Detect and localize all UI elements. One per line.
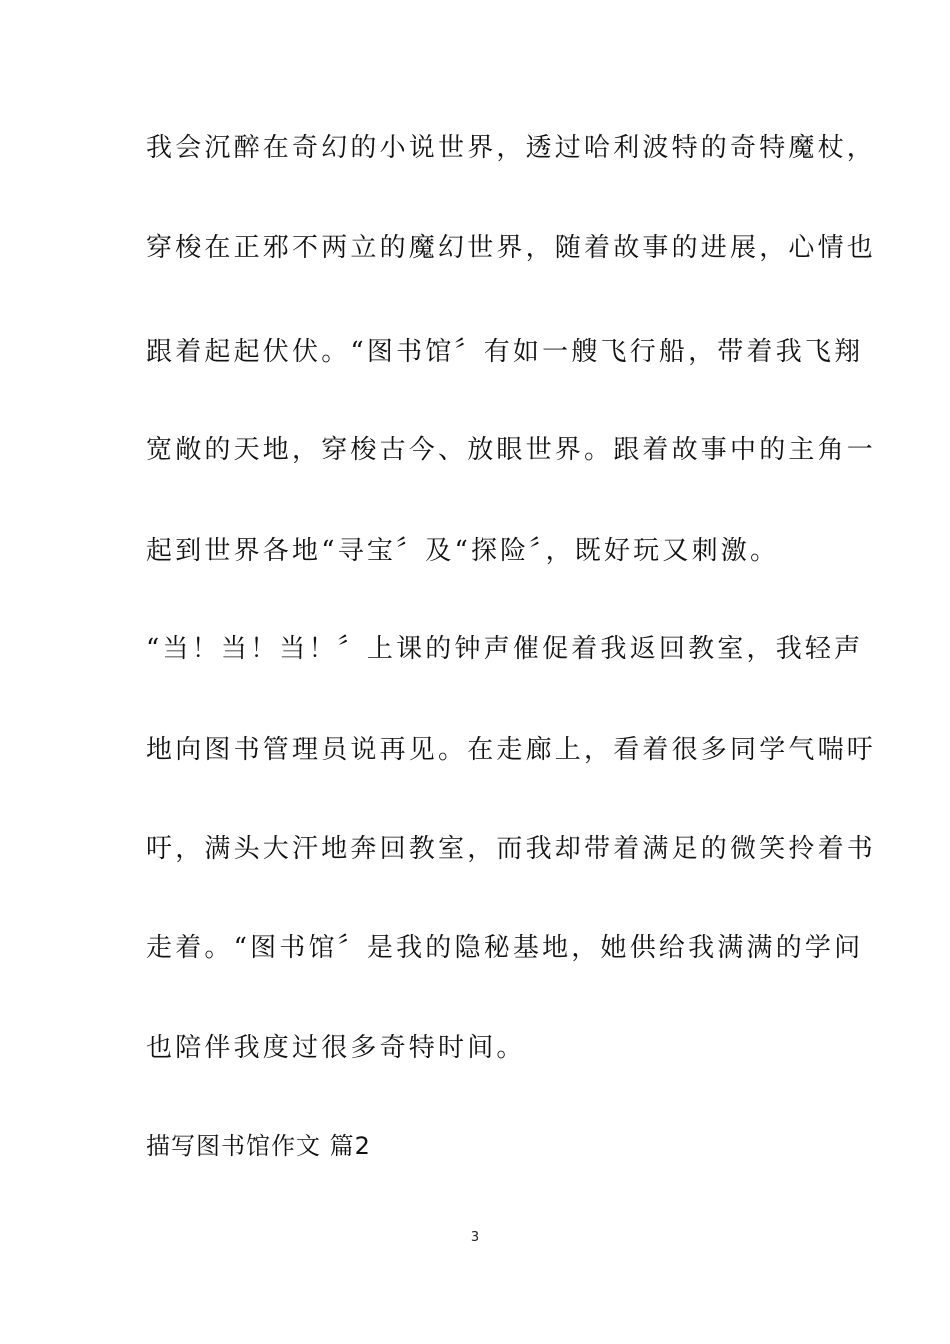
paragraph-line: 宽敞的天地，穿梭古今、放眼世界。跟着故事中的主角一 — [146, 435, 877, 465]
paragraph-line: 穿梭在正邪不两立的魔幻世界，随着故事的进展，心情也 — [146, 233, 877, 263]
paragraph-line: 起到世界各地“寻宝〞及“探险〞，既好玩又刺激。 — [146, 536, 780, 566]
paragraph-line: 跟着起起伏伏。“图书馆〞有如一艘飞行船，带着我飞翔 — [146, 337, 864, 367]
paragraph-line: 地向图书管理员说再见。在走廊上，看着很多同学气喘吁 — [146, 735, 877, 765]
section-heading: 描写图书馆作文 篇2 — [146, 1132, 371, 1160]
page-number: 3 — [470, 1230, 480, 1245]
paragraph-line: 也陪伴我度过很多奇特时间。 — [146, 1033, 526, 1063]
paragraph-line: 我会沉醉在奇幻的小说世界，透过哈利波特的奇特魔杖， — [146, 133, 877, 163]
paragraph-line: 吁，满头大汗地奔回教室，而我却带着满足的微笑拎着书 — [146, 834, 877, 864]
paragraph-line: “当！当！当！〞上课的钟声催促着我返回教室，我轻声 — [146, 634, 864, 664]
paragraph-line: 走着。“图书馆〞是我的隐秘基地，她供给我满满的学问 — [146, 933, 864, 963]
